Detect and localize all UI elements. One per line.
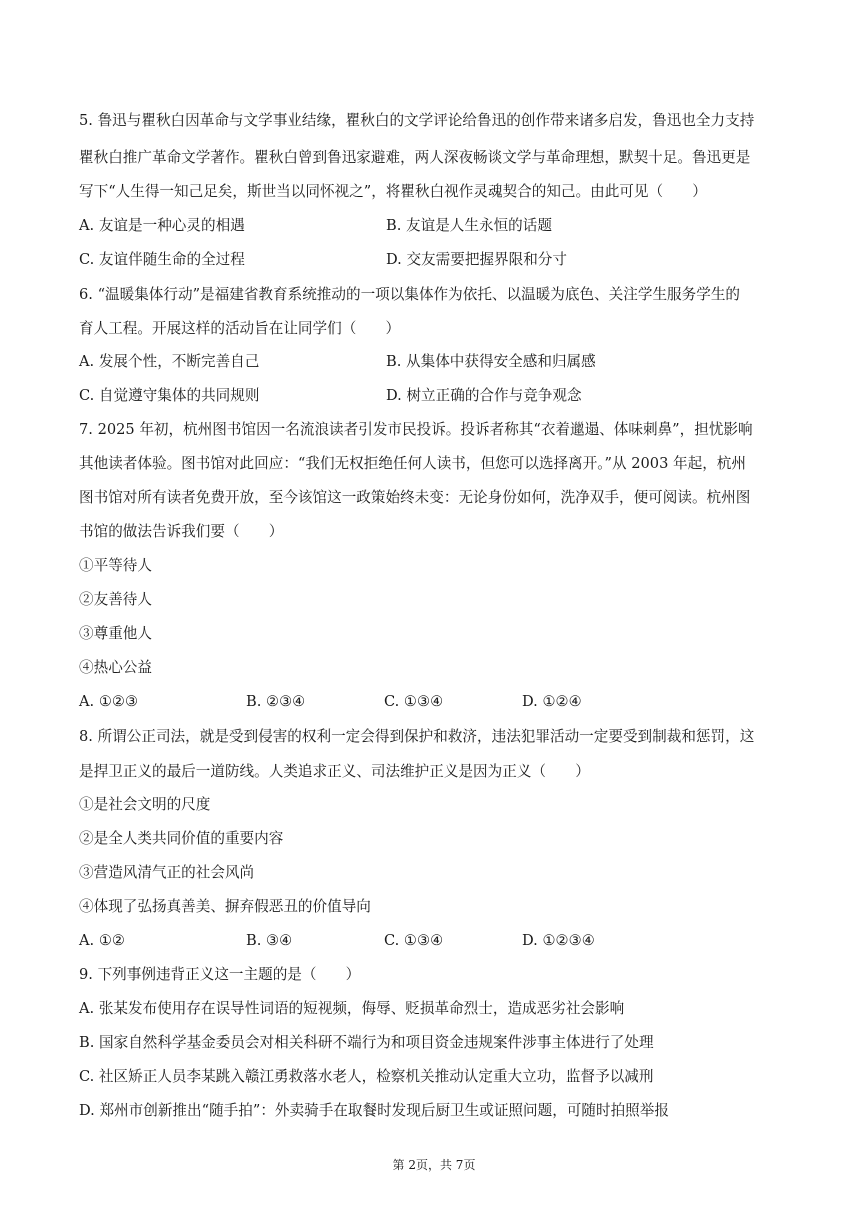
q7-item-2: ②友善待人 xyxy=(79,591,152,608)
q5-stem-line-3: 写下“人生得一知己足矣，斯世当以同怀视之”，将瞿秋白视作灵魂契合的知己。由此可见（ ） xyxy=(79,183,707,200)
q6-stem-line-2: 育人工程。开展这样的活动旨在让同学们（ ） xyxy=(79,320,401,337)
q9-option-c: C. 社区矫正人员李某跳入赣江勇救落水老人，检察机关推动认定重大立功，监督予以减刑 xyxy=(79,1068,654,1085)
q5-option-c: C. 友谊伴随生命的全过程 xyxy=(79,251,245,268)
q9-option-d: D. 郑州市创新推出“随手拍”：外卖骑手在取餐时发现后厨卫生或证照问题，可随时拍照举报 xyxy=(79,1102,669,1119)
q6-stem-line-1: 6. “温暖集体行动”是福建省教育系统推动的一项以集体作为依托、以温暖为底色、关注学生服务学生的 xyxy=(79,286,741,303)
q7-stem-line-2: 其他读者体验。图书馆对此回应：“我们无权拒绝任何人读书，但您可以选择离开。”从 2003 年起，杭州 xyxy=(79,455,746,472)
q5-stem-line-1: 5. 鲁迅与瞿秋白因革命与文学事业结缘，瞿秋白的文学评论给鲁迅的创作带来诸多启发，鲁迅也全力支持 xyxy=(79,112,755,129)
q6-option-c: C. 自觉遵守集体的共同规则 xyxy=(79,387,260,404)
q5-option-b: B. 友谊是人生永恒的话题 xyxy=(386,217,552,234)
q8-item-1: ①是社会文明的尺度 xyxy=(79,796,211,813)
q7-item-4: ④热心公益 xyxy=(79,659,152,676)
q5-option-a: A. 友谊是一种心灵的相遇 xyxy=(79,217,245,234)
q5-option-d: D. 交友需要把握界限和分寸 xyxy=(386,251,567,268)
q7-item-3: ③尊重他人 xyxy=(79,625,152,642)
q9-stem-line-1: 9. 下列事例违背正义这一主题的是（ ） xyxy=(79,966,361,983)
q8-option-d: D. ①②③④ xyxy=(522,932,595,949)
q7-item-1: ①平等待人 xyxy=(79,557,152,574)
q8-option-b: B. ③④ xyxy=(246,932,293,949)
q6-option-b: B. 从集体中获得安全感和归属感 xyxy=(386,353,596,370)
q8-stem-line-1: 8. 所谓公正司法，就是受到侵害的权利一定会得到保护和救济，违法犯罪活动一定要受到制裁和惩罚，这 xyxy=(79,728,755,745)
q9-option-b: B. 国家自然科学基金委员会对相关科研不端行为和项目资金违规案件涉事主体进行了处理 xyxy=(79,1034,654,1051)
q8-stem-line-2: 是捍卫正义的最后一道防线。人类追求正义、司法维护正义是因为正义（ ） xyxy=(79,763,590,780)
q8-item-2: ②是全人类共同价值的重要内容 xyxy=(79,830,284,847)
q8-item-3: ③营造风清气正的社会风尚 xyxy=(79,864,255,881)
q8-item-4: ④体现了弘扬真善美、摒弃假恶丑的价值导向 xyxy=(79,898,371,915)
q8-option-c: C. ①③④ xyxy=(384,932,444,949)
q5-stem-line-2: 瞿秋白推广革命文学著作。瞿秋白曾到鲁迅家避难，两人深夜畅谈文学与革命理想，默契十足。鲁迅更是 xyxy=(79,149,751,166)
q8-option-a: A. ①② xyxy=(79,932,125,949)
q7-stem-line-4: 书馆的做法告诉我们要（ ） xyxy=(79,523,284,540)
q6-option-d: D. 树立正确的合作与竞争观念 xyxy=(386,387,582,404)
q7-stem-line-1: 7. 2025 年初，杭州图书馆因一名流浪读者引发市民投诉。投诉者称其“衣着邋遢、体味刺鼻”，担忧影响 xyxy=(79,421,753,438)
q6-option-a: A. 发展个性，不断完善自己 xyxy=(79,353,260,370)
q7-option-c: C. ①③④ xyxy=(384,693,444,710)
q7-option-d: D. ①②④ xyxy=(522,693,582,710)
q7-option-a: A. ①②③ xyxy=(79,693,139,710)
page-number-footer: 第 2页，共 7页 xyxy=(392,1158,476,1172)
q7-stem-line-3: 图书馆对所有读者免费开放，至今该馆这一政策始终未变：无论身份如何，洗净双手，便可阅读。杭州图 xyxy=(79,489,751,506)
q9-option-a: A. 张某发布使用存在误导性词语的短视频，侮辱、贬损革命烈士，造成恶劣社会影响 xyxy=(79,1000,625,1017)
q7-option-b: B. ②③④ xyxy=(246,693,306,710)
